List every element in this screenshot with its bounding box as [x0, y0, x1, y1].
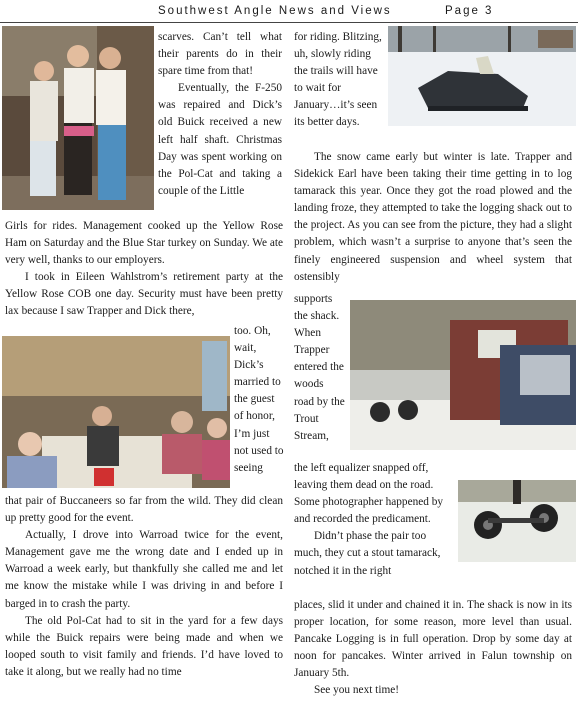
left-para-2b: Girls for rides. Management cooked up the Yellow Rose Ham on Saturday and the Blue Star turkey on Sunday. We ate very well, thanks to our employers.: [5, 220, 283, 267]
left-para-4: Actually, I drove into Warroad twice for the event, Management gave me the wrong date and I ended up in Warroad a week early, but thankfully she called me and let me know the mistake while I was driving in and before I barged in to crash the party.: [5, 529, 283, 610]
page-header: [0, 3, 578, 21]
photo-snowmobile: [388, 26, 576, 126]
left-para-2: Eventually, the F-250 was repaired and Dick’s old Buick received a new left half shaft. Christmas Day was spent working on the Pol-Cat and taking a couple of the Little: [158, 82, 282, 197]
right-col-top: [294, 29, 384, 132]
photo-party: [2, 336, 230, 488]
right-para-2b: supports the shack. When Trapper entered the woods road by the Trout Stream,: [294, 293, 345, 442]
right-para-3b: places, slid it under and chained it in. The shack is now in its proper location, for some reason, more level than usual. Pancake Logging is in full operation. Drop by some day at noon for pancakes. Winter arrived in Falun township on January 5th.: [294, 599, 572, 680]
right-para-2: The snow came early but winter is late. Trapper and Sidekick Earl have been taking their time getting in to log tamarack this year. Once they got the road plowed and the landing froze, they attempted to take the logging shack out to the project. As you can see from the picture, they had a slight problem, which wasn’t a surprise to anyone that’s seen the finely engineered suspension and wheel system that ostensibly: [294, 151, 572, 283]
header-rule: [0, 22, 578, 23]
page-number: Page 3: [445, 5, 494, 17]
photo-wheel: [458, 480, 576, 562]
left-col-top: [158, 29, 282, 200]
left-para-5: The old Pol-Cat had to sit in the yard for a few days while the Buick repairs were being made and when we looped south to visit family and friends. I’d have loved to take it along, but we really had no time: [5, 614, 283, 678]
newsletter-title: Southwest Angle News and Views: [158, 5, 392, 17]
right-para-1: for riding. Blitzing, uh, slowly riding the trails will have to wait for January…it’s seen its better days.: [294, 31, 382, 129]
right-para-2c: the left equalizer snapped off, leaving them dead on the road. Some photographer happened by and recorded the predicament.: [294, 462, 444, 526]
right-col-bottom: [294, 597, 572, 700]
photo-shack: [350, 300, 576, 450]
left-para-3c: that pair of Buccaneers so far from the wild. They did clean up pretty good for the event.: [5, 495, 283, 525]
right-col-narrow: [294, 291, 346, 445]
left-para-1: scarves. Can’t tell what their parents do in their spare time from that!: [158, 31, 282, 78]
left-para-3: I took in Eileen Wahlstrom’s retirement party at the Yellow Rose COB one day. Security must have been pretty lax because I saw Trapper and Dick there,: [5, 271, 283, 318]
left-col-bottom: [5, 493, 283, 681]
left-para-3b: too. Oh, wait, Dick’s married to the guest of honor, I’m just not used to seeing: [234, 325, 284, 474]
left-col-narrow: [234, 323, 284, 477]
right-para-4: See you next time!: [314, 684, 400, 697]
right-col-mid: [294, 149, 572, 286]
right-para-3: Didn’t phase the pair too much, they cut a stout tamarack, notched it in the right: [294, 530, 441, 577]
left-col-mid: [5, 218, 283, 321]
right-col-after-shack: [294, 460, 454, 580]
photo-girls: [2, 26, 154, 210]
